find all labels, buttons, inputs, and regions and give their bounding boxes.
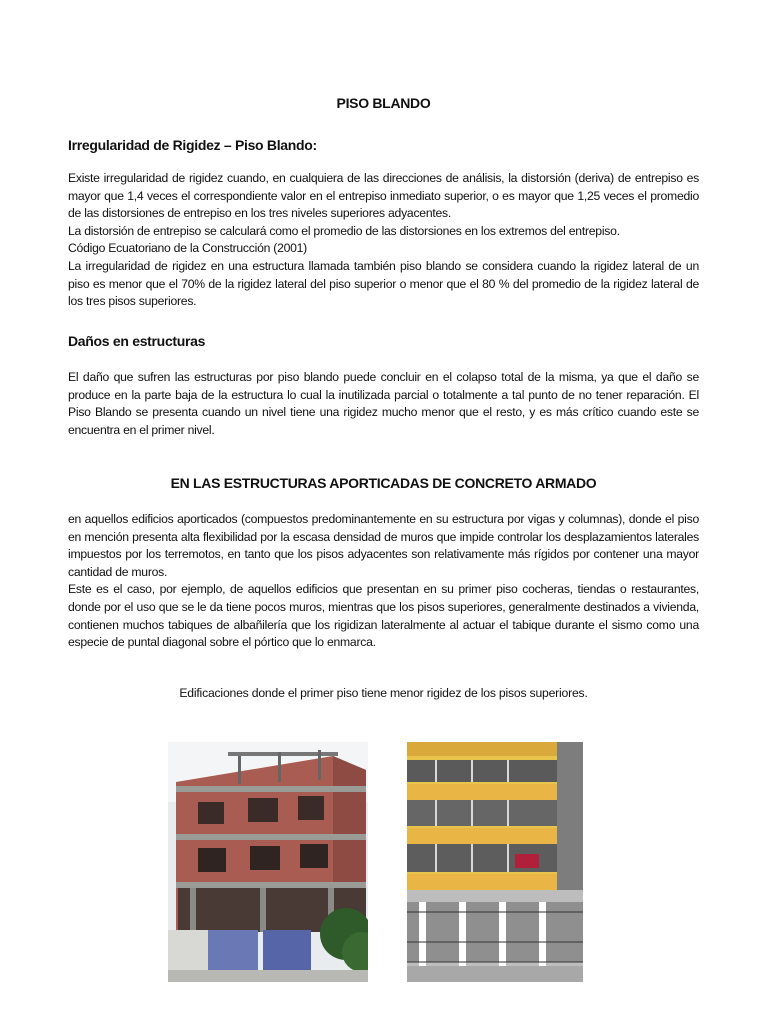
section1-body bbox=[68, 170, 699, 311]
yellow-building-photo bbox=[407, 742, 583, 982]
section2-body bbox=[68, 369, 699, 439]
section3-body bbox=[68, 511, 699, 652]
paragraph: La irregularidad de rigidez en una estructura llamada también piso blando se considera cuando la rigidez lateral de un piso es menor que el 70% de la rigidez lateral del piso superior o menor que el 80 % del promedio de la rigidez lateral de los tres pisos superiores. bbox=[68, 258, 699, 309]
paragraph: La distorsión de entrepiso se calculará como el promedio de las distorsiones en los extremos del entrepiso. bbox=[68, 223, 620, 238]
document-title: PISO BLANDO bbox=[336, 95, 431, 111]
paragraph: Código Ecuatoriano de la Construcción (2001) bbox=[68, 241, 307, 256]
brick-building-image bbox=[168, 742, 368, 982]
paragraph: El daño que sufren las estructuras por piso blando puede concluir en el colapso total de la misma, ya que el daño se produce en la parte baja de la estructura lo cual la inutilizada parcial o totalmente a tal punto de no tener reparación. El Piso Blando se presenta cuando un nivel tiene una rigidez mucho menor que el resto, y es más crítico cuando este se encuentra en el primer nivel. bbox=[68, 370, 699, 437]
section-heading-estructuras: EN LAS ESTRUCTURAS APORTICADAS DE CONCRETO ARMADO bbox=[170, 475, 597, 491]
document-page bbox=[68, 0, 699, 1024]
brick-building-photo bbox=[168, 742, 368, 982]
section-heading-irregularidad: Irregularidad de Rigidez – Piso Blando: bbox=[68, 137, 317, 153]
figure-caption: Edificaciones donde el primer piso tiene menor rigidez de los pisos superiores. bbox=[179, 686, 588, 700]
section-heading-danos: Daños en estructuras bbox=[68, 333, 206, 349]
paragraph: Este es el caso, por ejemplo, de aquellos edificios que presentan en su primer piso cocheras, tiendas o restaurantes, donde por el uso que se le da tiene pocos muros, mientras que los pisos superiores, generalmente destinados a vivienda, contienen muchos tabiques de albañilería que los rigidizan lateralmente al actuar el tabique durante el sismo como una especie de puntal diagonal sobre el pórtico que lo enmarca. bbox=[68, 582, 699, 650]
paragraph: en aquellos edificios aporticados (compuestos predominantemente en su estructura por vigas y columnas), donde el piso en mención presenta alta flexibilidad por la escasa densidad de muros que impide controlar los desplazamientos laterales impuestos por los terremotos, en tanto que los pisos adyacentes son relativamente más rígidos por contener una mayor cantidad de muros. bbox=[68, 512, 699, 579]
yellow-building-image bbox=[407, 742, 583, 982]
paragraph: Existe irregularidad de rigidez cuando, en cualquiera de las direcciones de análisis, la distorsión (deriva) de entrepiso es mayor que 1,4 veces el correspondiente valor en el entrepiso inmediato superior, o es mayor que 1,25 veces el promedio de las distorsiones de entrepiso en los tres niveles superiores adyacentes. bbox=[68, 171, 699, 221]
